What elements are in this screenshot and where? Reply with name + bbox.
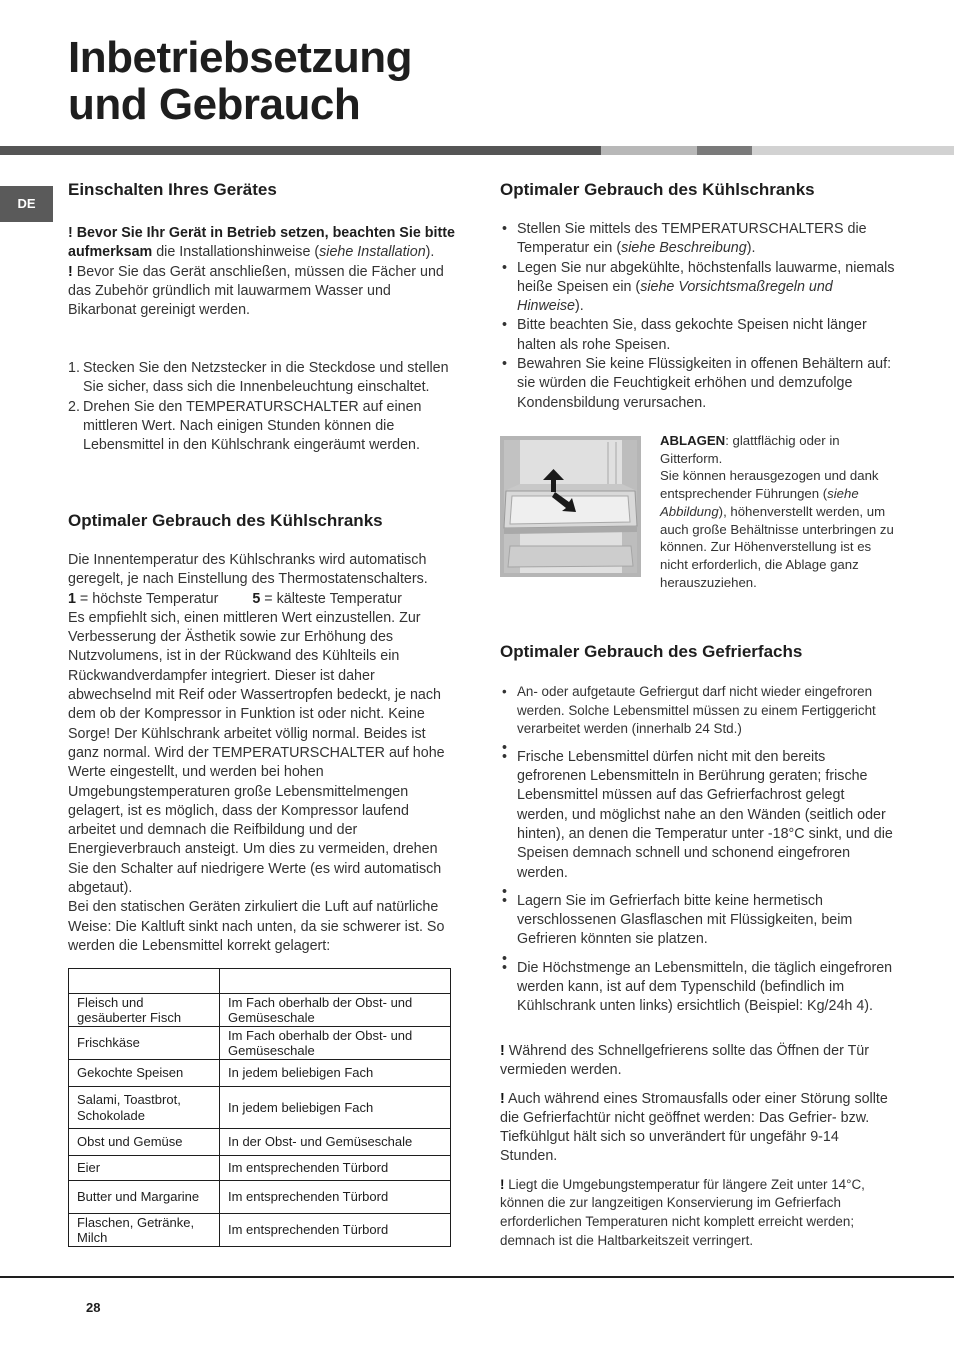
table-cell-food: Obst und Gemüse: [69, 1129, 220, 1156]
table-header-row: [69, 969, 451, 994]
bullet-item: • Bitte beachten Sie, dass gekochte Speisen nicht länger halten als rohe Speisen.: [500, 316, 895, 355]
warning-mark: !: [500, 1043, 505, 1059]
table-row: [69, 1129, 451, 1156]
storage-table: [68, 968, 451, 1247]
bullet-reference: siehe Beschreibung: [621, 240, 747, 257]
bullet-item: • An- oder aufgetaute Gefriergut darf nicht wieder eingefroren werden. Solche Lebensmittel müssen zu einem Fertiggericht verarbeitet werden (innerhalb 24 Std.): [500, 683, 895, 739]
section-einschalten: [68, 179, 458, 201]
note-bold-lead: ! Bevor Sie Ihr Gerät in Betrieb setzen, beachten Sie bitte aufmerksam: [68, 225, 455, 261]
stripe-segment-light: [601, 146, 697, 155]
table-cell-food: Butter und Margarine: [69, 1181, 220, 1214]
temperature-scale: [68, 590, 458, 609]
stripe-segment-pale: [752, 146, 954, 155]
body-text: Es empfiehlt sich, einen mittleren Wert einzustellen. Zur Verbesserung der Ästhetik sowie zur Erhöhung des Nutzvolumens, ist in der Rückwand des Kühlteils ein Rückwandverdampfer integriert. Dieser ist daher abwechselnd mit Reif oder Wassertropfen bedeckt, je nach dem ob der Kompressor in Funktion ist oder nicht. Keine Sorge! Der Kühlschrank arbeitet völlig normal. Beides ist ganz normal. Wird der TEMPERATURSCHALTER auf hohe Werte eingestellt, und werden bei hohen Umgebungstemperaturen große Lebensmittelmengen gelagert, ist es möglich, dass der Kompressor laufend arbeitet und demnach die Reifbildung und der Energieverbrauch ansteigt. Um dies zu vermeiden, drehen Sie den Schalter auf niedrigere Werte (es wird automatisch abgetaut).: [68, 609, 445, 897]
table-cell-food: Frischkäse: [69, 1027, 220, 1060]
page-number: 28: [86, 1300, 101, 1315]
bullet-item: • Frische Lebensmittel dürfen nicht mit den bereits gefrorenen Lebensmitteln in Berührung geraten; frische Lebensmittel müssen auf das Gefrierfachrost gelegt werden, und möglichst nahe an den Wänden (seitlich oder hinten), an denen die Temperatur unter -18°C sinkt, und die Speisen demnach schnell und schonend eingefroren werden.: [500, 748, 895, 883]
bullet-text: Legen Sie nur abgekühlte, höchstenfalls lauwarme, niemals heiße Speisen ein (: [517, 259, 895, 295]
warning-item: [500, 1176, 895, 1250]
table-cell-location: Im Fach oberhalb der Obst- und Gemüseschale: [220, 994, 451, 1027]
language-tab: DE: [0, 186, 53, 222]
section-heading: Optimaler Gebrauch des Kühlschranks: [68, 511, 383, 530]
table-header-cell: [69, 969, 220, 994]
temp-max-number: 1: [68, 590, 76, 607]
warning-text: Auch während eines Stromausfalls oder einer Störung sollte die Gefrierfachtür nicht geöffnet werden: Das Gefrier- bzw. Tiefkühlgut hält sich so unverändert für ungefähr 9-14 Stunden.: [500, 1090, 888, 1165]
warning-text: Liegt die Umgebungstemperatur für längere Zeit unter 14°C, können die zur langzeitigen Konservierung im Gefrierfach erforderlichen Temperaturen nicht komplett erreicht werden; demnach ist die Haltbarkeitszeit verringert.: [500, 1176, 865, 1248]
table-cell-location: In der Obst- und Gemüseschale: [220, 1129, 451, 1156]
einschalten-notes: [68, 224, 458, 320]
body-text-2: Bei den statischen Geräten zirkuliert die Luft auf natürliche Weise: Die Kaltluft sinkt nach unten, da sie schwerer ist. So werden die Lebensmittel korrekt gelagert:: [68, 899, 445, 954]
table-row: [69, 1181, 451, 1214]
intro-text: Die Innentemperatur des Kühlschranks wird automatisch geregelt, je nach Einstellung des Thermostatenschalters.: [68, 552, 428, 588]
table-cell-food: Fleisch und gesäuberter Fisch: [69, 994, 220, 1027]
table-cell-food: Gekochte Speisen: [69, 1060, 220, 1087]
page-title-line-1: Inbetriebsetzung: [68, 33, 413, 82]
step-number: 1.: [68, 360, 80, 376]
note-installation: [68, 224, 458, 263]
warning-text: Während des Schnellgefrierens sollte das Öffnen der Tür vermieden werden.: [500, 1043, 870, 1079]
bullet-item: • Lagern Sie im Gefrierfach bitte keine hermetisch verschlossenen Glasflaschen mit Flüssigkeiten, beim Gefrieren könnten sie platzen.: [500, 892, 895, 950]
section-heading: Optimaler Gebrauch des Gefrierfachs: [500, 642, 803, 661]
bullet-item: • Die Höchstmenge an Lebensmitteln, die täglich eingefroren werden kann, ist auf dem Typenschild (befindlich im Kühlschrank unten links) ersichtlich (Beispiel: Kg/24h 4).: [500, 959, 895, 1017]
bullet-gap: [500, 883, 895, 892]
bullet-end: ).: [746, 240, 756, 257]
table-cell-location: In jedem beliebigen Fach: [220, 1087, 451, 1129]
warning-mark: !: [500, 1090, 505, 1107]
einschalten-steps: [68, 359, 458, 455]
stripe-segment-mid: [697, 146, 752, 155]
bullet-reference: siehe Vorsichtsmaßregeln und Hinweise: [517, 278, 833, 315]
shelf-illustration: [500, 436, 641, 577]
temp-min-number: 5: [252, 590, 261, 607]
ablagen-line-2: [660, 467, 895, 591]
table-row: [69, 1156, 451, 1181]
kuehlschrank-body: [68, 551, 458, 956]
ablagen-line-1: [660, 432, 895, 467]
warning-item: [500, 1042, 895, 1081]
gefrierfach-bullets: [500, 683, 895, 1017]
note-reference: siehe Installation: [319, 244, 426, 261]
table-cell-location: In jedem beliebigen Fach: [220, 1060, 451, 1087]
table-row: [69, 994, 451, 1027]
table-cell-food: Eier: [69, 1156, 220, 1181]
page-title-line-2: und Gebrauch: [68, 80, 361, 129]
table-row: [69, 1087, 451, 1129]
step-text: Drehen Sie den TEMPERATURSCHALTER auf einen mittleren Wert. Nach einigen Stunden können die Lebensmittel in den Kühlschrank eingeräumt werden.: [83, 398, 422, 454]
stripe-segment-dark: [0, 146, 601, 155]
header-stripe: [0, 146, 954, 155]
table-cell-location: Im entsprechenden Türbord: [220, 1156, 451, 1181]
section-heading: Optimaler Gebrauch des Kühlschranks: [500, 180, 815, 199]
note-cleaning: [68, 263, 458, 321]
table-row: [69, 1060, 451, 1087]
ablagen-text: ), höhenverstellt werden, um auch große Behältnisse unterbringen zu können. Zur Höhenverstellung ist es nicht erforderlich, die Ablage ganz herauszuziehen.: [660, 503, 894, 590]
bullet-text: Stellen Sie mittels des TEMPERATURSCHALTERS die Temperatur ein (: [517, 221, 867, 257]
gefrierfach-warnings: [500, 1042, 895, 1250]
ablagen-label: ABLAGEN: [660, 433, 726, 448]
temp-min-label: = kälteste Temperatur: [260, 590, 402, 607]
table-row: [69, 1214, 451, 1247]
table-cell-location: Im entsprechenden Türbord: [220, 1214, 451, 1247]
step-item: [68, 359, 458, 398]
note-text: die Installationshinweise (: [152, 244, 320, 261]
section-kuehlschrank-right: [500, 179, 895, 201]
step-item: [68, 398, 458, 456]
bullet-gap: [500, 739, 895, 748]
table-cell-food: Salami, Toastbrot, Schokolade: [69, 1087, 220, 1129]
bullet-item: • Bewahren Sie keine Flüssigkeiten in offenen Behältern auf: sie würden die Feuchtigkeit erhöhen und demzufolge Kondensbildung verursachen.: [500, 355, 895, 413]
ablagen-description: [660, 432, 895, 591]
warning-mark: !: [68, 263, 73, 280]
bullet-item: [500, 259, 895, 317]
footer-rule: [0, 1276, 954, 1278]
table-row: [69, 1027, 451, 1060]
bullet-gap: [500, 950, 895, 959]
table-cell-location: Im Fach oberhalb der Obst- und Gemüseschale: [220, 1027, 451, 1060]
table-header-cell: [220, 969, 451, 994]
warning-mark: !: [500, 1176, 505, 1192]
step-text: Stecken Sie den Netzstecker in die Steckdose und stellen Sie sicher, dass sich die Innenbeleuchtung einschaltet.: [83, 360, 449, 396]
bullet-end: ).: [575, 298, 584, 315]
table-cell-location: Im entsprechenden Türbord: [220, 1181, 451, 1214]
section-gefrierfach: [500, 641, 895, 663]
ablagen-reference: siehe Abbildung: [660, 486, 859, 519]
ablagen-text: Sie können herausgezogen und dank entsprechender Führungen (: [660, 468, 879, 502]
note-end: ).: [425, 244, 435, 261]
step-number: 2.: [68, 398, 80, 415]
section-heading: Einschalten Ihres Gerätes: [68, 180, 277, 199]
kuehlschrank-bullets: [500, 220, 895, 413]
temp-max-label: = höchste Temperatur: [75, 590, 219, 607]
ablagen-text: : glattflächig oder in Gitterform.: [660, 433, 840, 466]
note-text: Bevor Sie das Gerät anschließen, müssen die Fächer und das Zubehör gründlich mit lauwarmem Wasser und Bikarbonat gereinigt werden.: [68, 263, 444, 319]
table-cell-food: Flaschen, Getränke, Milch: [69, 1214, 220, 1247]
page-title: [68, 34, 412, 128]
section-kuehlschrank-left: [68, 510, 458, 532]
warning-item: [500, 1090, 895, 1167]
bullet-item: [500, 220, 895, 259]
